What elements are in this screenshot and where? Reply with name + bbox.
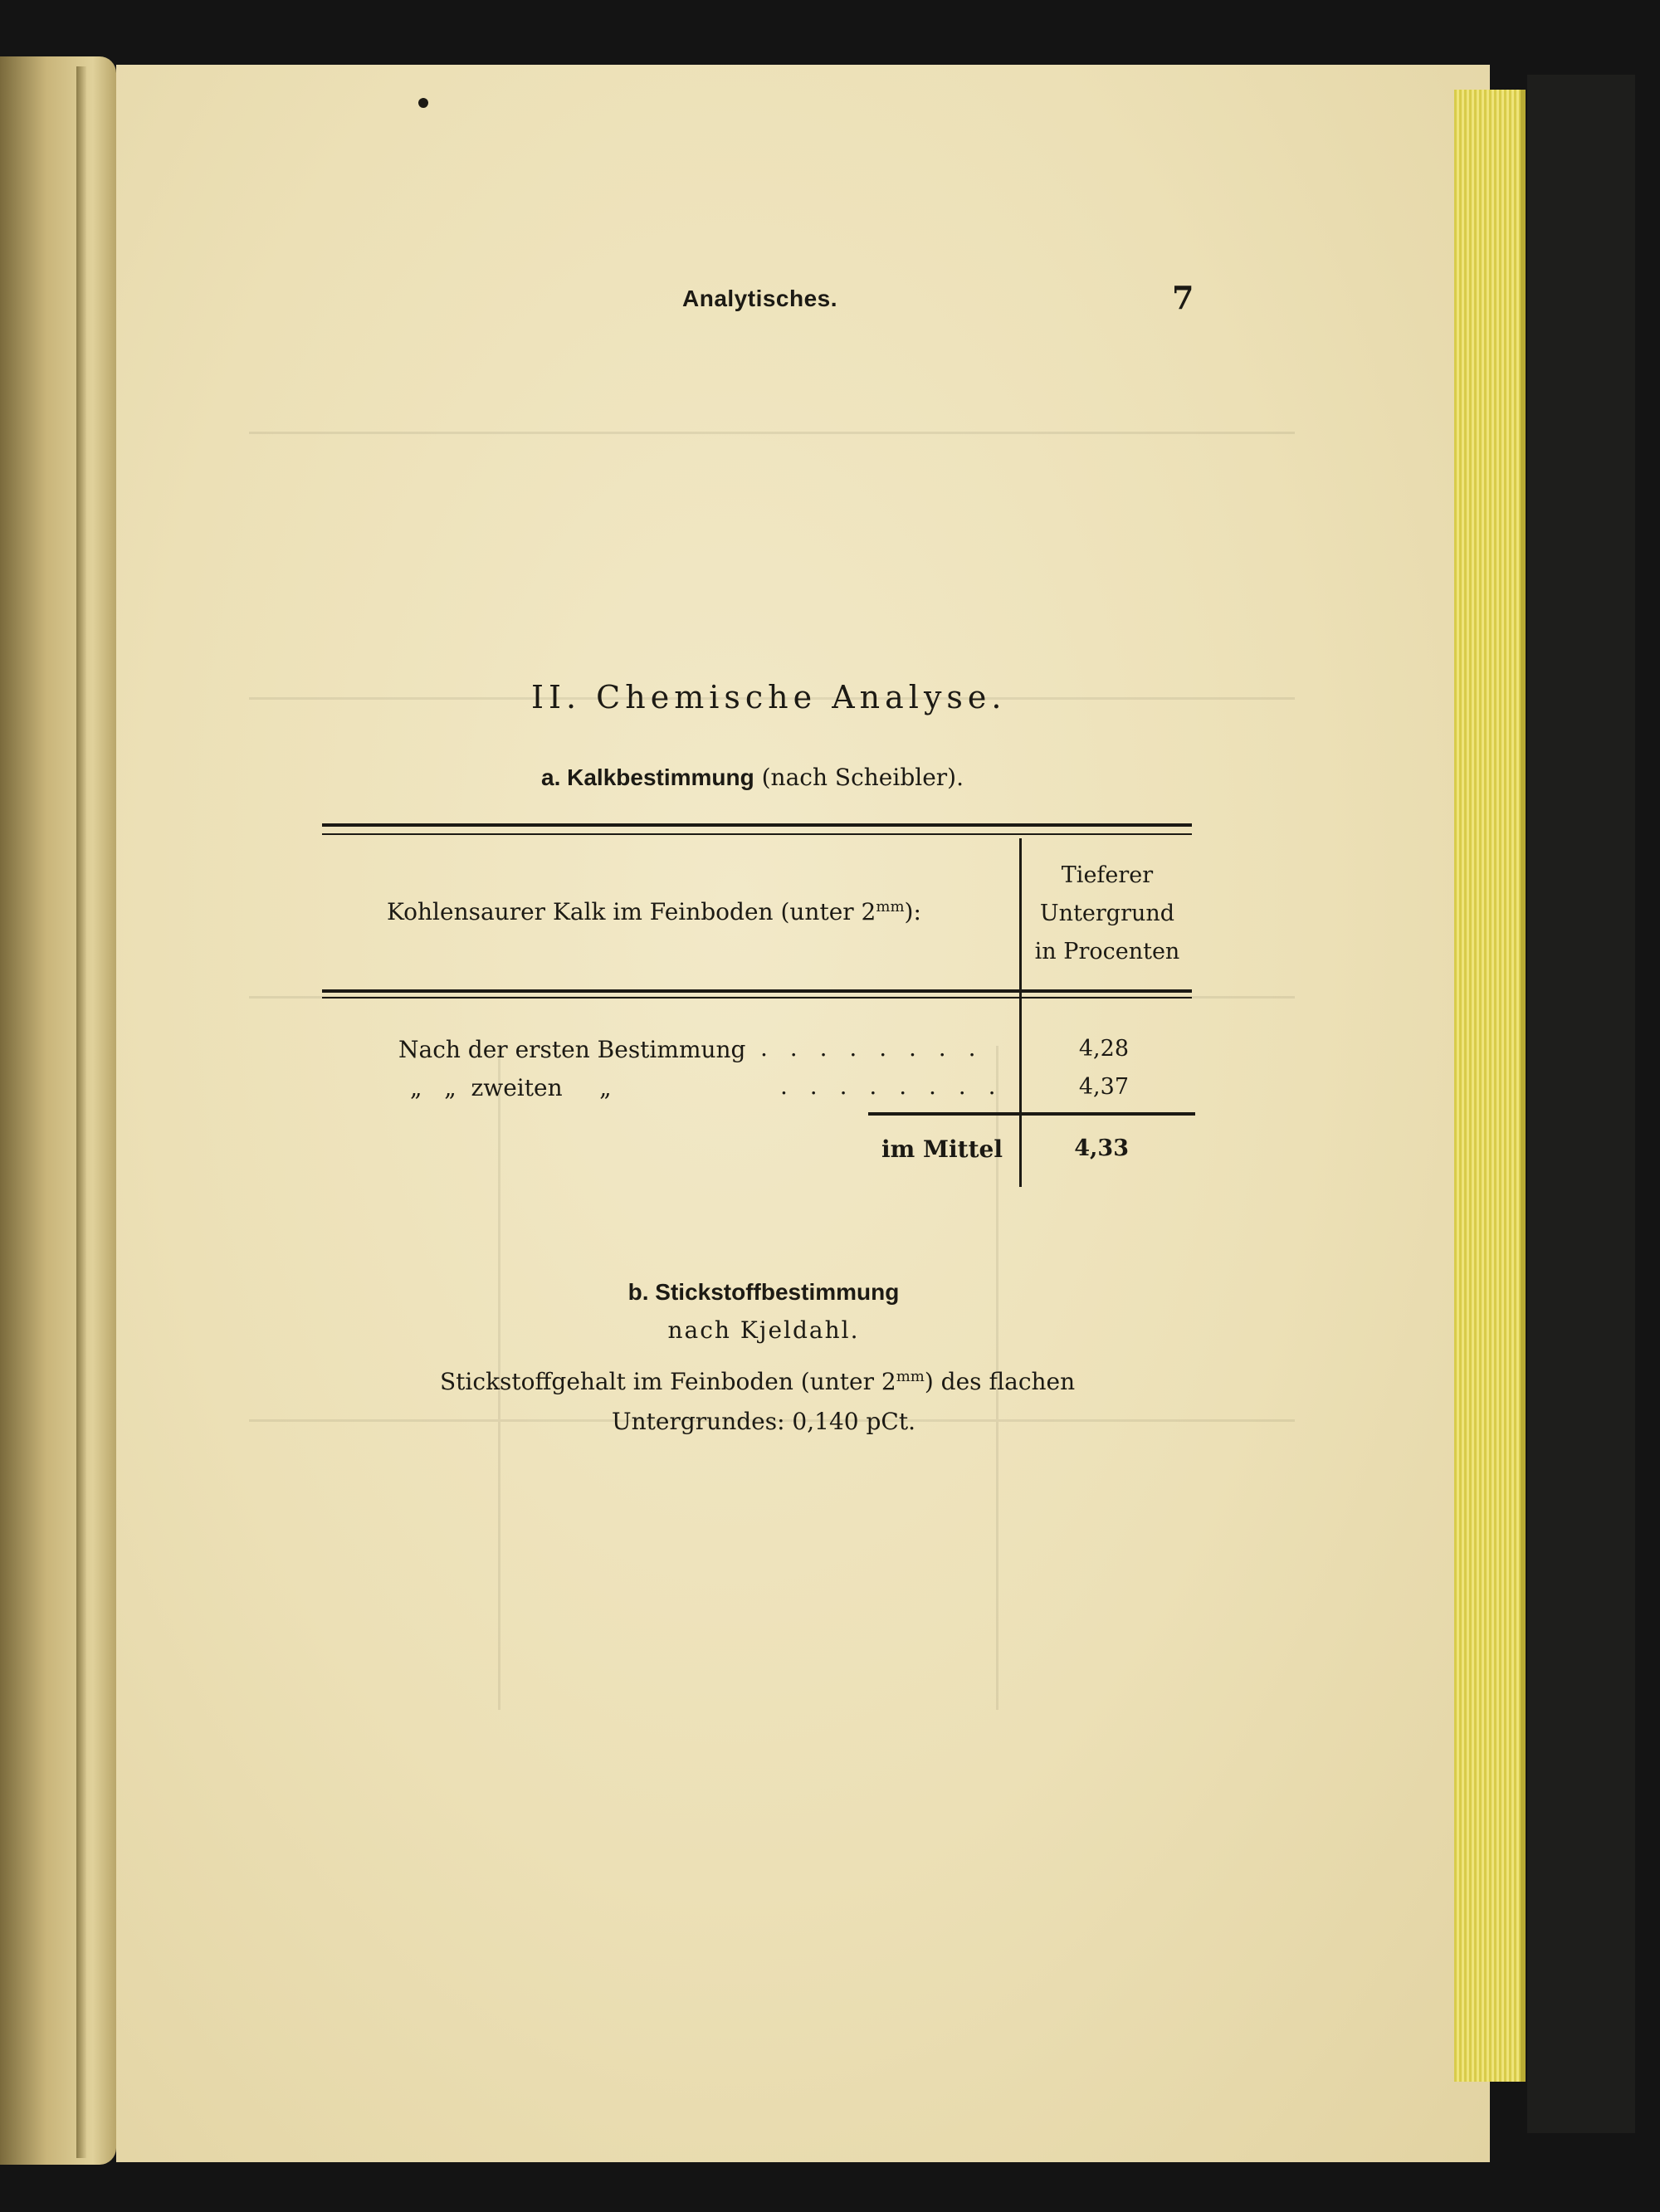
subsection-stickstoff-method: nach Kjeldahl. <box>667 1316 860 1344</box>
column-header-line: in Procenten <box>1034 939 1180 964</box>
ink-speck <box>418 98 428 108</box>
row-header-text: Kohlensaurer Kalk im Feinboden (unter 2 <box>387 898 876 925</box>
table-column-header <box>1023 857 1192 971</box>
section-heading: II. Chemische Analyse. <box>531 679 1007 715</box>
facing-page-edge <box>0 56 116 2165</box>
table-header-rule <box>322 989 1192 993</box>
nitrogen-result-line <box>440 1368 1075 1395</box>
table-top-rule <box>322 823 1192 827</box>
mean-label: im Mittel <box>881 1135 1003 1163</box>
subsection-stickstoff-title <box>0 1278 1527 1306</box>
column-header-line: Untergrund <box>1039 901 1175 926</box>
table-column-divider <box>1019 838 1022 1187</box>
dot-leaders: . . . . . . . . <box>760 1034 984 1062</box>
table-top-rule-thin <box>322 833 1192 835</box>
running-head: Analytisches. <box>682 286 838 311</box>
mean-value: 4,33 <box>1074 1135 1129 1161</box>
subsection-title-rest: (nach Scheibler). <box>754 764 964 791</box>
subsection-kalkbestimmung-title <box>541 764 964 791</box>
subsection-title-bold: a. Kalkbestimmung <box>541 764 754 790</box>
nitrogen-suffix: ) des flachen <box>924 1368 1076 1395</box>
nitrogen-result-value: Untergrundes: 0,140 pCt. <box>612 1408 915 1435</box>
table-row-label: Nach der ersten Bestimmung <box>398 1036 746 1063</box>
page-number: 7 <box>1172 279 1194 316</box>
book-page <box>116 65 1490 2162</box>
table-cell-value: 4,28 <box>1078 1036 1129 1062</box>
table-mean-rule <box>868 1112 1195 1116</box>
table-cell-value: 4,37 <box>1078 1074 1129 1100</box>
dot-leaders: . . . . . . . . <box>780 1072 1003 1100</box>
subsection-title-bold: b. Stickstoffbestimmung <box>627 1279 900 1305</box>
page-stack-edge <box>1454 90 1526 2082</box>
row-header-unit: mm <box>876 898 905 916</box>
nitrogen-unit: mm <box>896 1368 925 1385</box>
book-spine <box>1527 75 1635 2133</box>
table-header-rule-thin <box>322 997 1192 999</box>
nitrogen-text: Stickstoffgehalt im Feinboden (unter 2 <box>440 1368 896 1395</box>
table-row-label: „ „ zweiten „ <box>410 1074 612 1101</box>
column-header-line: Tieferer <box>1061 862 1154 888</box>
table-row-header <box>387 898 921 925</box>
facing-page-shadow <box>76 66 86 2158</box>
row-header-suffix: ): <box>904 898 921 925</box>
